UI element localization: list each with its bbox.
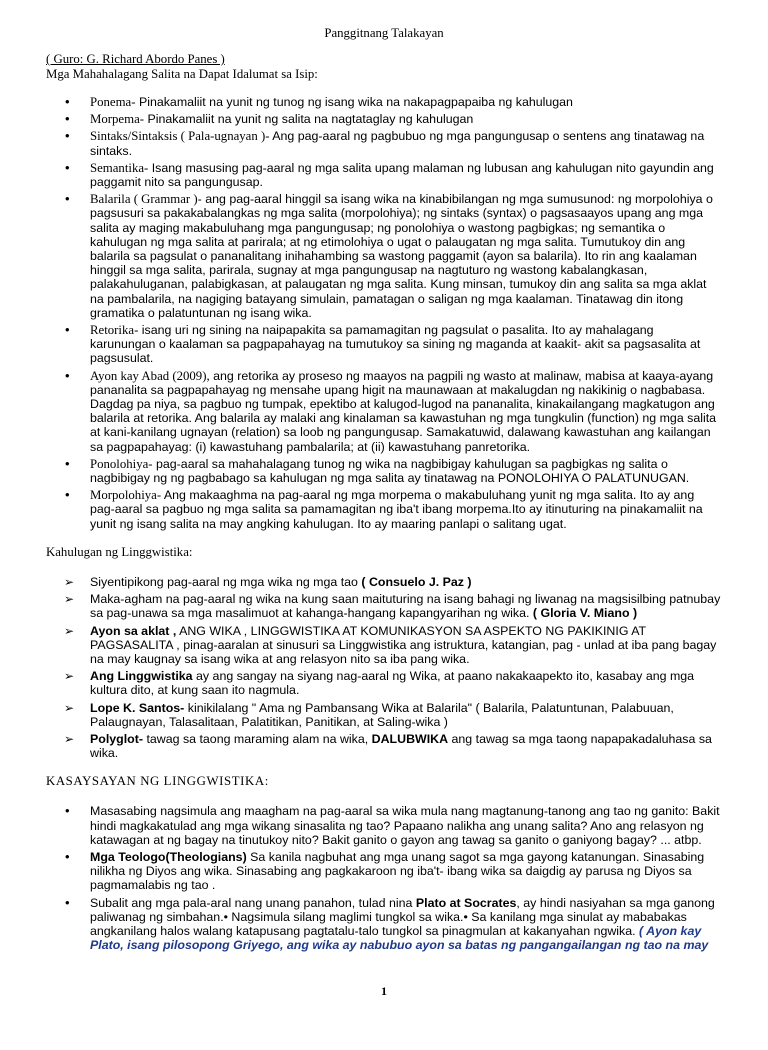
item-lead: Polyglot-: [90, 731, 143, 746]
list-item: [46, 95, 722, 109]
list-item: [46, 369, 722, 454]
item-lead: Lope K. Santos-: [90, 700, 185, 715]
item-text: Sa kanila nagbuhat ang mga unang sagot sa mga gayong katanungan. Sinasabing nilikha ng Diyos ang wika. Sinasabing ang pagkakaroon ng iba't- ibang wika sa daigdig ay parusa ng Diyos sa pagmamalabis ng tao .: [90, 849, 705, 893]
item-lead: Ayon sa aklat ,: [90, 623, 177, 638]
item-text: tawag sa taong maraming alam na wika,: [143, 731, 372, 746]
term-label: Retorika-: [90, 323, 139, 338]
term-label: Sintaks/Sintaksis ( Pala-ugnayan )-: [90, 129, 270, 144]
page-number: 1: [381, 984, 387, 998]
item-text: ang tawag sa mga taong napapakadaluhasa sa wika.: [90, 731, 712, 761]
list-item: [46, 161, 722, 189]
term-definition: Ang pag-aaral ng pagbubuo ng mga pangungusap o sentens ang tinatawag na sintaks.: [90, 129, 705, 158]
term-definition: ang retorika ay proseso ng maayos na pagpili ng wasto at malinaw, mabisa at kaaya-ayang pananalita sa pagpapahayag ng mensahe upang higit na maunawaan at makalugdan ng nakikinig o nagbabasa. Dagdag pa niya, sa pagbuo ng tumpak, epektibo at kalugod-lugod na pananalita, kinakailangang magkatugon ang balarila at retorika. Ang balarila ay malaki ang kinalaman sa kawastuhan ng mga tungkulin (function) ng mga salita at kani-kanilang ugnayan (relation) sa loob ng pangungusap. Samakatuwid, dalawang kawastuhan ang kailangan sa pagpapahayag: (i) kawastuhang pambalarila; at (ii) kawastuhang panretorika.: [90, 368, 717, 454]
item-text: Maka-agham na pag-aaral ng wika na kung saan maituturing na isang bahagi ng liwanag na magsisilbing patnubay sa pag-unawa sa mga masalimuot at kahanga-hangang kapangyarihan ng wika.: [90, 592, 721, 621]
kahulugan-heading: Kahulugan ng Linggwistika:: [46, 544, 193, 559]
item-text: Masasabing nagsimula ang maagham na pag-aaral sa wika mula nang magtanung-tanong ang tao ng ganito: Bakit hindi magkakatulad ang mga wikang sinasalita ng tao? Papaano nalikha ang unang salita? Ano ang relasyon ng katawagan at ng bagay na tinutukoy nito? Bakit ganito o gayon ang tawag sa ganito o ganiyong bagay? ... atbp.: [90, 804, 720, 847]
term-definition: Ang makaaghma na pag-aaral ng mga morpema o makabuluhang yunit ng mga salita. Ito ay ang pag-aaral sa pagbuo ng mga salita sa pamamagitan ng iba't ibang morpema.Ito ay itinuturing na pinakamaliit na yunit ng isang salita na may angking kahulugan. Ito ay maaring panlapi o salitang ugat.: [90, 488, 703, 531]
item-text: Subalit ang mga pala-aral nang unang panahon, tulad nina: [90, 895, 416, 910]
term-label: Morpema-: [90, 112, 145, 127]
list-item: [46, 701, 722, 729]
term-definition: isang uri ng sining na naipapakita sa pamamagitan ng pagsulat o pasalita. Ito ay mahalagang karunungan o kaalaman sa pagpapahayag na tumutukoy sa sining ng maganda at kaakit- akit sa pagsasalita at pagsusulat.: [90, 323, 701, 366]
term-label: Semantika-: [90, 160, 149, 175]
list-item: [46, 669, 722, 697]
list-item: [46, 488, 722, 531]
list-item: [46, 129, 722, 157]
item-text: Siyentipikong pag-aaral ng mga wika ng mga tao: [90, 574, 362, 589]
item-text: kinikilalang " Ama ng Pambansang Wika at Balarila" ( Balarila, Palatuntunan, Palabuuan, Palaugnayan, Talasalitaan, Palatitikan, Panitikan, at Saling-wika ): [90, 700, 674, 729]
term-label: Ponema-: [90, 95, 136, 109]
term-definition: - ang pag-aaral hinggil sa isang wika na kinabibilangan ng mga sumusunod: ng morpolohiya o pagsusuri sa pakakabalangkas ng mga salita (morpolohiya); ng sintaks (syntax) o pagsasaayos upang ang mga salita ay maging makabuluhang mga pangungusap; ng ponolohiya o wastong pagbigkas; ng semantika o kahulugan ng mga salita at parirala; at ng etimolohiya o ugat o palaugatan ng mga salita. Tumutukoy din ang balarila sa pagsulat o pananalitang inihahambing sa wastong paggamit (ayon sa balarila). Ito rin ang kaalaman hinggil sa mga salita, parirala, sugnay at mga pangungusap na nagtuturo ng wastong kabalangkasan, palakahuluganan, palabigkasan, at palaugatan ng mga salita. Kung minsan, tumukoy din ang salita sa mga aklat na pambalarila, na nagiging batayang simulain, pamatagan o saligan ng mga kaalaman. Tinatawag din itong gramatika o palatuntunan ng isang wika.: [90, 192, 713, 320]
term-definition: Pinakamaliit na yunit ng salita na nagtataglay ng kahulugan: [144, 112, 474, 127]
list-item: [46, 896, 722, 953]
term-definition: pag-aaral sa mahahalagang tunog ng wika na nagbibigay kahulugan sa pagbigkas ng salita o nagbibigay ng ng pagbabago sa kahulugan ng mga salita ay tinatawag na PONOLOHIYA O PALATUNUGAN.: [90, 456, 690, 486]
term-label: Morpolohiya-: [90, 488, 162, 503]
document-page: [0, 26, 768, 1050]
kasaysayan-heading: KASAYSAYAN NG LINGGWISTIKA:: [46, 774, 269, 789]
list-item: [46, 804, 722, 847]
list-item: [46, 592, 722, 620]
list-item: [46, 575, 722, 589]
teacher-line: ( Guro: G. Richard Abordo Panes ): [46, 52, 225, 66]
item-text: , ay hindi nasiyahan sa mga ganong paliwanag ng simbahan.• Nagsimula silang maglimi tungkol sa wika.• Sa kanilang mga sinulat ay mababakas angkanilang halos walang katapusang pagtatalu-talo tungkol sa pinagmulan at kakanyahan ngwika.: [90, 895, 715, 938]
item-bold: Plato at Socrates: [415, 895, 517, 910]
list-item: [46, 457, 722, 485]
item-lead: Ang Linggwistika: [90, 669, 193, 684]
intro-heading: Mga Mahahalagang Salita na Dapat Idalumat sa Isip:: [46, 67, 318, 81]
kasaysayan-list: [46, 804, 722, 952]
list-item: [46, 192, 722, 320]
document-title: Panggitnang Talakayan: [324, 26, 444, 40]
kahulugan-list: [46, 575, 722, 760]
list-item: [46, 112, 722, 126]
citation: ( Gloria V. Miano ): [532, 606, 638, 621]
term-definition: Isang masusing pag-aaral ng mga salita upang malaman ng lubusan ang kahulugan nito gayundin ang paggamit nito sa pangungusap.: [90, 160, 714, 190]
terms-list: [46, 95, 722, 531]
item-bold: DALUBWIKA: [371, 731, 449, 746]
item-text: ANG WIKA , LINGGWISTIKA AT KOMUNIKASYON SA ASPEKTO NG PAKIKINIG AT PAGSASALITA , pinag-aaralan at sinusuri sa Linggwistika ang istruktura, katangian, pag - unlad at iba pang bagay na may kaugnay sa isang wika at ang relasyon nito sa iba pang wika.: [90, 623, 717, 666]
citation: ( Consuelo J. Paz ): [361, 574, 472, 589]
item-lead: Mga Teologo(Theologians): [90, 849, 247, 864]
list-item: [46, 323, 722, 366]
term-label: Ayon kay Abad (2009),: [90, 368, 210, 383]
term-definition: Pinakamaliit na yunit ng tunog ng isang wika na nakapagpapaiba ng kahulugan: [135, 95, 573, 109]
list-item: [46, 624, 722, 667]
list-item: [46, 732, 722, 760]
item-text: ay ang sangay na siyang nag-aaral ng Wika, at paano nakakaapekto ito, kasabay ang mga kultura dito, at kung saan ito nagmula.: [90, 669, 695, 698]
plato-quote: ( Ayon kay Plato, isang pilosopong Griyego, ang wika ay nabubuo ayon sa batas ng pangangailangan ng tao na may: [90, 923, 709, 953]
term-label: Ponolohiya-: [90, 456, 153, 471]
list-item: [46, 850, 722, 893]
term-label: Balarila ( Grammar ): [90, 192, 198, 207]
